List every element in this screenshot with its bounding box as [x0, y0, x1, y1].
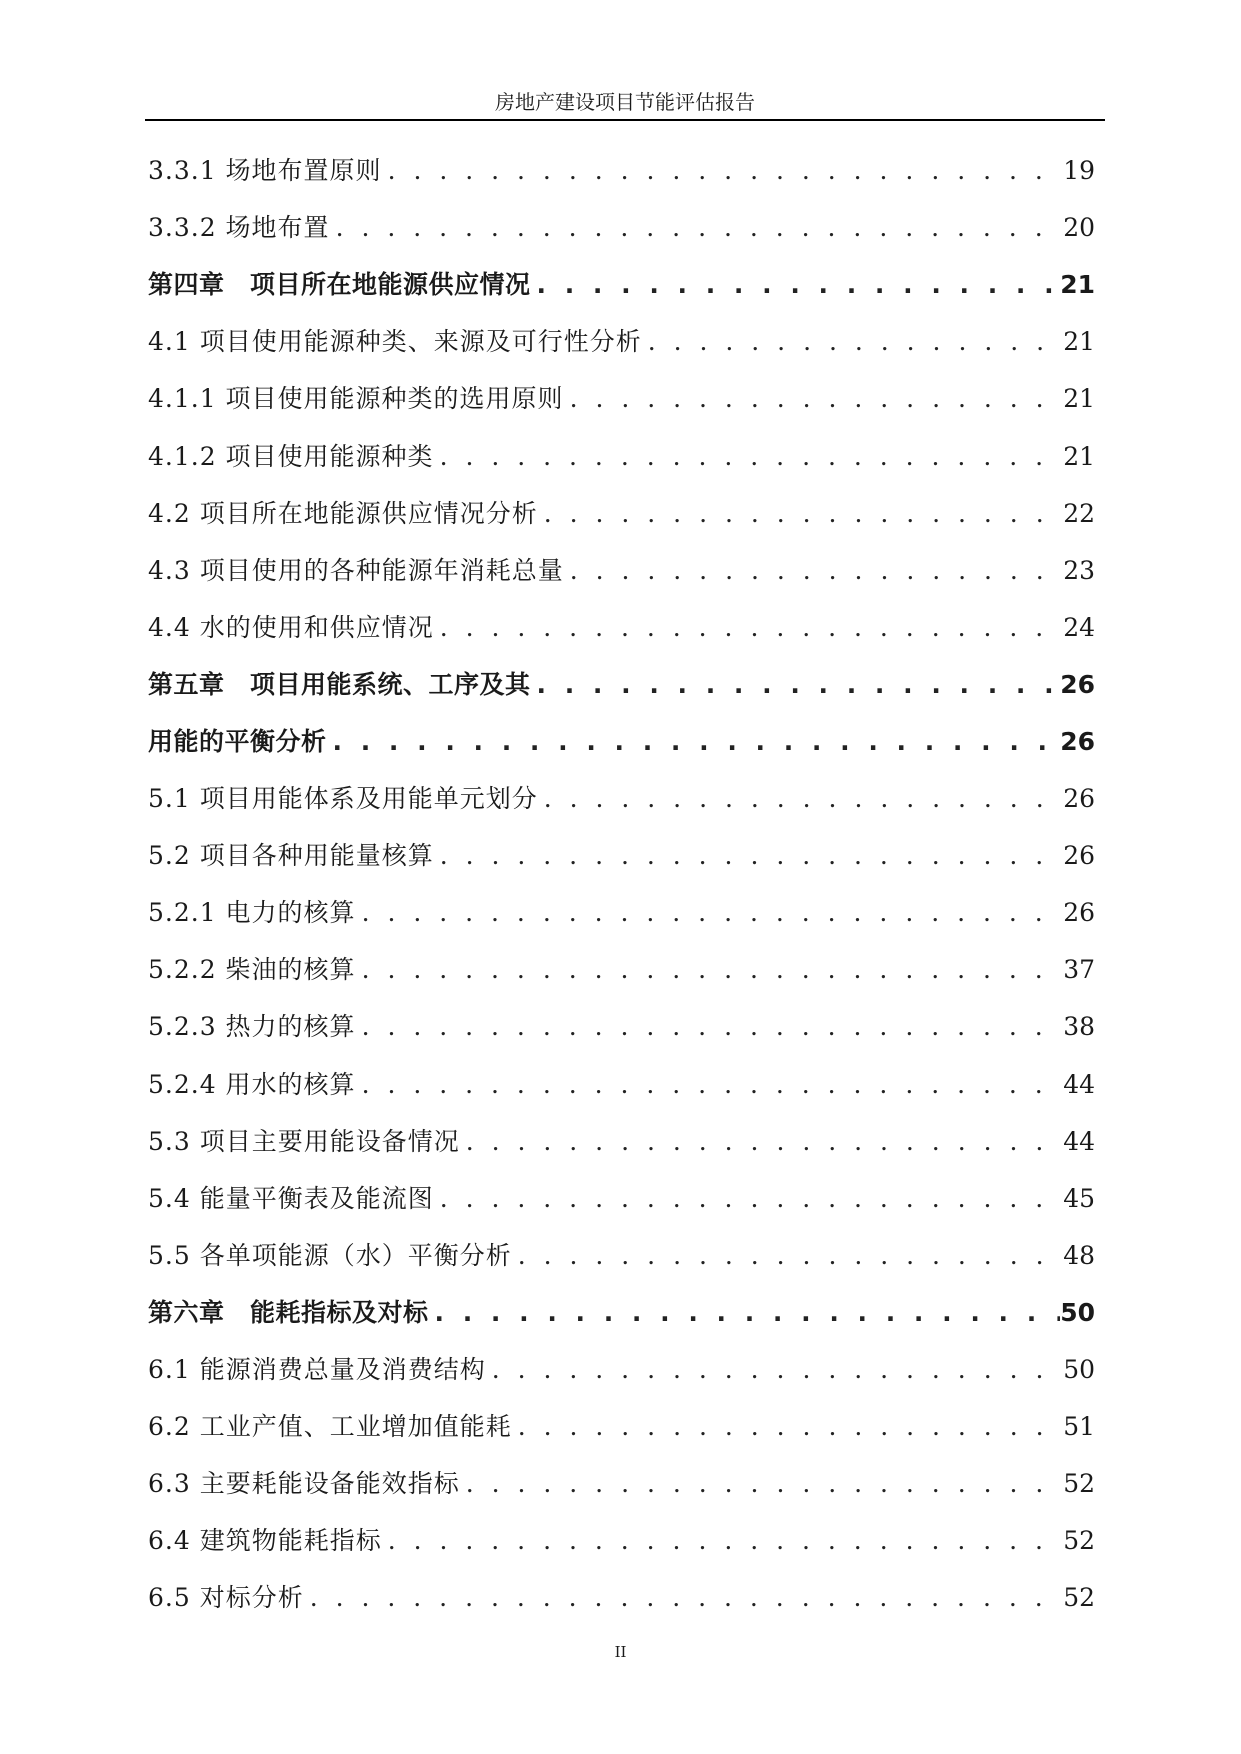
toc-entry-title: 4.3 项目使用的各种能源年消耗总量	[148, 555, 564, 585]
toc-chapter-entry[interactable]	[148, 713, 1095, 770]
toc-dot-leader	[460, 1113, 1063, 1170]
toc-entry[interactable]	[148, 370, 1095, 427]
toc-dot-leader	[356, 884, 1064, 941]
toc-entry[interactable]	[148, 599, 1095, 656]
toc-entry[interactable]	[148, 827, 1095, 884]
toc-entry-page: 26	[1063, 898, 1095, 928]
toc-entry-page: 52	[1063, 1526, 1095, 1556]
toc-dot-leader	[434, 1170, 1063, 1227]
toc-entry[interactable]	[148, 142, 1095, 199]
toc-entry-page: 52	[1063, 1583, 1095, 1613]
table-of-contents	[148, 142, 1095, 1626]
toc-entry-title: 5.3 项目主要用能设备情况	[148, 1126, 460, 1156]
toc-dot-leader	[486, 1341, 1063, 1398]
toc-entry-page: 37	[1063, 955, 1095, 985]
toc-entry[interactable]	[148, 1512, 1095, 1569]
toc-dot-leader	[538, 770, 1063, 827]
toc-entry-page: 23	[1063, 555, 1095, 585]
toc-entry-page: 19	[1063, 156, 1095, 186]
toc-entry-title: 4.2 项目所在地能源供应情况分析	[148, 498, 538, 528]
toc-entry-title: 用能的平衡分析	[148, 726, 327, 756]
toc-entry-title: 第六章 能耗指标及对标	[148, 1297, 429, 1327]
toc-dot-leader	[434, 599, 1063, 656]
page-number: II	[614, 1643, 627, 1661]
toc-entry-page: 50	[1063, 1355, 1095, 1385]
toc-chapter-entry[interactable]	[148, 256, 1095, 313]
toc-entry[interactable]	[148, 884, 1095, 941]
toc-entry-page: 26	[1060, 669, 1095, 699]
toc-entry-page: 44	[1063, 1069, 1095, 1099]
toc-entry-page: 20	[1063, 213, 1095, 243]
toc-entry[interactable]	[148, 1398, 1095, 1455]
toc-entry[interactable]	[148, 485, 1095, 542]
toc-entry-title: 5.2.1 电力的核算	[148, 898, 356, 928]
toc-dot-leader	[512, 1398, 1063, 1455]
toc-entry-title: 4.1 项目使用能源种类、来源及可行性分析	[148, 327, 642, 357]
toc-entry-page: 24	[1063, 612, 1095, 642]
toc-entry-page: 51	[1063, 1412, 1095, 1442]
toc-entry[interactable]	[148, 770, 1095, 827]
toc-entry[interactable]	[148, 1455, 1095, 1512]
toc-entry-title: 4.1.1 项目使用能源种类的选用原则	[148, 384, 564, 414]
toc-entry-page: 21	[1063, 384, 1095, 414]
toc-entry-page: 21	[1060, 270, 1095, 300]
toc-entry[interactable]	[148, 941, 1095, 998]
toc-entry-page: 45	[1063, 1183, 1095, 1213]
toc-entry[interactable]	[148, 1113, 1095, 1170]
toc-entry-page: 26	[1060, 726, 1095, 756]
toc-chapter-entry[interactable]	[148, 1284, 1095, 1341]
toc-entry-page: 26	[1063, 841, 1095, 871]
toc-dot-leader	[356, 998, 1064, 1055]
toc-dot-leader	[434, 428, 1064, 485]
toc-dot-leader	[327, 713, 1061, 770]
toc-entry-title: 5.2 项目各种用能量核算	[148, 841, 434, 871]
toc-entry-page: 22	[1063, 498, 1095, 528]
toc-entry-page: 21	[1063, 441, 1095, 471]
toc-entry-title: 第五章 项目用能系统、工序及其	[148, 669, 531, 699]
toc-entry-page: 26	[1063, 784, 1095, 814]
toc-entry-title: 6.3 主要耗能设备能效指标	[148, 1469, 460, 1499]
toc-entry[interactable]	[148, 1341, 1095, 1398]
toc-entry[interactable]	[148, 542, 1095, 599]
toc-entry-title: 5.2.4 用水的核算	[148, 1069, 356, 1099]
toc-dot-leader	[356, 941, 1064, 998]
toc-entry[interactable]	[148, 1227, 1095, 1284]
toc-dot-leader	[531, 256, 1061, 313]
toc-dot-leader	[382, 142, 1064, 199]
toc-entry[interactable]	[148, 1569, 1095, 1626]
toc-dot-leader	[642, 313, 1063, 370]
toc-entry[interactable]	[148, 1170, 1095, 1227]
toc-entry[interactable]	[148, 998, 1095, 1055]
toc-entry-title: 6.5 对标分析	[148, 1583, 304, 1613]
toc-entry-title: 6.1 能源消费总量及消费结构	[148, 1355, 486, 1385]
toc-entry[interactable]	[148, 199, 1095, 256]
toc-dot-leader	[304, 1569, 1063, 1626]
toc-entry-page: 52	[1063, 1469, 1095, 1499]
toc-dot-leader	[356, 1056, 1064, 1113]
toc-entry[interactable]	[148, 1056, 1095, 1113]
toc-entry-title: 5.5 各单项能源（水）平衡分析	[148, 1240, 512, 1270]
toc-entry-title: 4.1.2 项目使用能源种类	[148, 441, 434, 471]
toc-entry-title: 6.2 工业产值、工业增加值能耗	[148, 1412, 512, 1442]
toc-entry-title: 3.3.2 场地布置	[148, 213, 330, 243]
toc-entry-page: 48	[1063, 1240, 1095, 1270]
toc-entry[interactable]	[148, 313, 1095, 370]
toc-entry-title: 5.4 能量平衡表及能流图	[148, 1183, 434, 1213]
toc-dot-leader	[531, 656, 1061, 713]
toc-dot-leader	[564, 370, 1064, 427]
toc-entry-title: 第四章 项目所在地能源供应情况	[148, 270, 531, 300]
toc-dot-leader	[564, 542, 1063, 599]
header-divider	[145, 119, 1105, 121]
toc-entry-title: 5.2.2 柴油的核算	[148, 955, 356, 985]
toc-dot-leader	[434, 827, 1063, 884]
toc-dot-leader	[330, 199, 1064, 256]
toc-entry-title: 3.3.1 场地布置原则	[148, 156, 382, 186]
toc-dot-leader	[512, 1227, 1063, 1284]
toc-entry-title: 5.2.3 热力的核算	[148, 1012, 356, 1042]
page-header: 房地产建设项目节能评估报告	[495, 90, 755, 114]
toc-entry-page: 38	[1063, 1012, 1095, 1042]
toc-entry-title: 5.1 项目用能体系及用能单元划分	[148, 784, 538, 814]
toc-dot-leader	[538, 485, 1063, 542]
toc-chapter-entry[interactable]	[148, 656, 1095, 713]
toc-entry-page: 50	[1060, 1297, 1095, 1327]
toc-entry[interactable]	[148, 427, 1095, 484]
toc-dot-leader	[460, 1455, 1063, 1512]
toc-dot-leader	[429, 1284, 1061, 1341]
toc-entry-page: 44	[1063, 1126, 1095, 1156]
toc-entry-title: 4.4 水的使用和供应情况	[148, 612, 434, 642]
toc-entry-title: 6.4 建筑物能耗指标	[148, 1526, 382, 1556]
toc-dot-leader	[382, 1512, 1063, 1569]
toc-entry-page: 21	[1063, 327, 1095, 357]
